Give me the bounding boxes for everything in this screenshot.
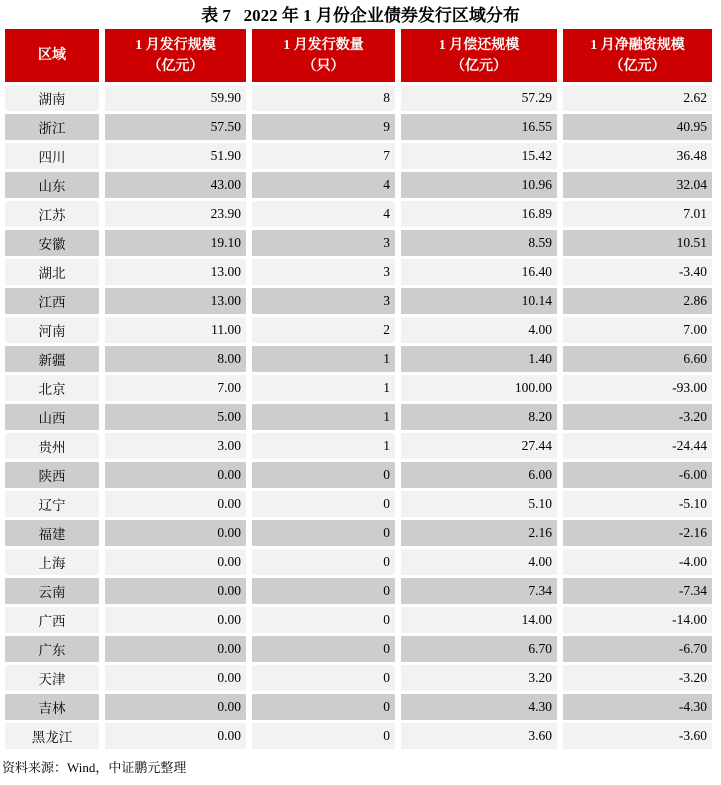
table-row xyxy=(5,404,712,430)
issue-scale-cell: 23.90 xyxy=(105,201,246,227)
table-row xyxy=(5,259,712,285)
regional-distribution-table xyxy=(5,29,712,749)
region-cell: 江西 xyxy=(5,288,99,314)
region-cell: 云南 xyxy=(5,578,99,604)
region-cell: 天津 xyxy=(5,665,99,691)
repay-scale-cell: 3.60 xyxy=(401,723,557,749)
repay-scale-cell: 16.40 xyxy=(401,259,557,285)
region-cell: 北京 xyxy=(5,375,99,401)
repay-scale-cell: 27.44 xyxy=(401,433,557,459)
issue-scale-cell: 0.00 xyxy=(105,520,246,546)
issue-count-cell: 0 xyxy=(252,520,395,546)
region-cell: 广西 xyxy=(5,607,99,633)
net-financing-cell: -4.00 xyxy=(563,549,712,575)
repay-scale-cell: 5.10 xyxy=(401,491,557,517)
net-financing-cell: 7.00 xyxy=(563,317,712,343)
net-financing-cell: -7.34 xyxy=(563,578,712,604)
net-financing-cell: -4.30 xyxy=(563,694,712,720)
net-financing-cell: -3.40 xyxy=(563,259,712,285)
repay-scale-cell: 2.16 xyxy=(401,520,557,546)
region-cell: 河南 xyxy=(5,317,99,343)
region-cell: 广东 xyxy=(5,636,99,662)
issue-count-cell: 0 xyxy=(252,578,395,604)
repay-scale-cell: 10.14 xyxy=(401,288,557,314)
region-cell: 吉林 xyxy=(5,694,99,720)
region-cell: 湖北 xyxy=(5,259,99,285)
repay-scale-cell: 16.55 xyxy=(401,114,557,140)
issue-scale-cell: 0.00 xyxy=(105,694,246,720)
column-header-line: 1 月净融资规模 xyxy=(590,37,685,53)
net-financing-cell: -6.70 xyxy=(563,636,712,662)
column-header-line: 1 月发行数量 xyxy=(283,37,364,53)
repay-scale-cell: 6.70 xyxy=(401,636,557,662)
issue-count-cell: 1 xyxy=(252,375,395,401)
table-title: 表 7 2022 年 1 月份企业债券发行区域分布 xyxy=(201,6,520,25)
table-row xyxy=(5,607,712,633)
net-financing-cell: -24.44 xyxy=(563,433,712,459)
region-cell: 陕西 xyxy=(5,462,99,488)
repay-scale-cell: 6.00 xyxy=(401,462,557,488)
issue-scale-cell: 57.50 xyxy=(105,114,246,140)
repay-scale-cell: 15.42 xyxy=(401,143,557,169)
issue-count-cell: 0 xyxy=(252,462,395,488)
table-row xyxy=(5,665,712,691)
issue-scale-cell: 0.00 xyxy=(105,665,246,691)
issue-count-cell: 0 xyxy=(252,694,395,720)
table-row xyxy=(5,201,712,227)
net-financing-cell: 32.04 xyxy=(563,172,712,198)
issue-count-cell: 3 xyxy=(252,288,395,314)
net-financing-cell: -5.10 xyxy=(563,491,712,517)
table-row xyxy=(5,433,712,459)
table-row xyxy=(5,491,712,517)
issue-scale-cell: 0.00 xyxy=(105,578,246,604)
table-row xyxy=(5,172,712,198)
table-row xyxy=(5,85,712,111)
region-cell: 浙江 xyxy=(5,114,99,140)
issue-count-cell: 4 xyxy=(252,172,395,198)
repay-scale-cell: 14.00 xyxy=(401,607,557,633)
issue-scale-cell: 59.90 xyxy=(105,85,246,111)
column-header-net-financing xyxy=(563,29,712,82)
table-row xyxy=(5,230,712,256)
table-row xyxy=(5,346,712,372)
issue-count-cell: 9 xyxy=(252,114,395,140)
net-financing-cell: -14.00 xyxy=(563,607,712,633)
region-cell: 上海 xyxy=(5,549,99,575)
net-financing-cell: -3.60 xyxy=(563,723,712,749)
table-row xyxy=(5,317,712,343)
issue-scale-cell: 13.00 xyxy=(105,288,246,314)
column-header-line: （只） xyxy=(302,58,345,74)
table-row xyxy=(5,114,712,140)
table-row xyxy=(5,578,712,604)
net-financing-cell: -3.20 xyxy=(563,665,712,691)
column-header-line: 区域 xyxy=(38,48,66,63)
issue-scale-cell: 3.00 xyxy=(105,433,246,459)
issue-scale-cell: 5.00 xyxy=(105,404,246,430)
column-header-line: （亿元） xyxy=(609,58,666,74)
table-header-row xyxy=(5,29,712,82)
table-row xyxy=(5,462,712,488)
issue-scale-cell: 13.00 xyxy=(105,259,246,285)
issue-count-cell: 1 xyxy=(252,346,395,372)
table-row xyxy=(5,549,712,575)
repay-scale-cell: 57.29 xyxy=(401,85,557,111)
region-cell: 湖南 xyxy=(5,85,99,111)
issue-scale-cell: 0.00 xyxy=(105,491,246,517)
issue-scale-cell: 8.00 xyxy=(105,346,246,372)
region-cell: 辽宁 xyxy=(5,491,99,517)
net-financing-cell: -3.20 xyxy=(563,404,712,430)
issue-count-cell: 8 xyxy=(252,85,395,111)
issue-scale-cell: 51.90 xyxy=(105,143,246,169)
region-cell: 黑龙江 xyxy=(5,723,99,749)
column-header-issue-scale xyxy=(105,29,246,82)
repay-scale-cell: 8.59 xyxy=(401,230,557,256)
issue-scale-cell: 0.00 xyxy=(105,636,246,662)
issue-scale-cell: 7.00 xyxy=(105,375,246,401)
net-financing-cell: -2.16 xyxy=(563,520,712,546)
issue-count-cell: 1 xyxy=(252,404,395,430)
region-cell: 福建 xyxy=(5,520,99,546)
issue-count-cell: 0 xyxy=(252,491,395,517)
net-financing-cell: -93.00 xyxy=(563,375,712,401)
issue-count-cell: 2 xyxy=(252,317,395,343)
issue-scale-cell: 0.00 xyxy=(105,607,246,633)
net-financing-cell: -6.00 xyxy=(563,462,712,488)
table-row xyxy=(5,694,712,720)
issue-scale-cell: 43.00 xyxy=(105,172,246,198)
issue-count-cell: 1 xyxy=(252,433,395,459)
issue-scale-cell: 11.00 xyxy=(105,317,246,343)
net-financing-cell: 6.60 xyxy=(563,346,712,372)
column-header-line: 1 月发行规模 xyxy=(135,37,216,53)
issue-count-cell: 3 xyxy=(252,230,395,256)
region-cell: 山东 xyxy=(5,172,99,198)
repay-scale-cell: 100.00 xyxy=(401,375,557,401)
column-header-line: 1 月偿还规模 xyxy=(438,37,520,53)
issue-count-cell: 0 xyxy=(252,607,395,633)
table-row xyxy=(5,375,712,401)
column-header-region xyxy=(5,29,99,82)
issue-count-cell: 4 xyxy=(252,201,395,227)
issue-count-cell: 7 xyxy=(252,143,395,169)
table-body xyxy=(5,85,712,749)
table-row xyxy=(5,288,712,314)
repay-scale-cell: 1.40 xyxy=(401,346,557,372)
repay-scale-cell: 7.34 xyxy=(401,578,557,604)
net-financing-cell: 40.95 xyxy=(563,114,712,140)
issue-scale-cell: 0.00 xyxy=(105,549,246,575)
net-financing-cell: 10.51 xyxy=(563,230,712,256)
repay-scale-cell: 4.00 xyxy=(401,317,557,343)
repay-scale-cell: 16.89 xyxy=(401,201,557,227)
column-header-line: （亿元） xyxy=(451,58,507,74)
net-financing-cell: 2.86 xyxy=(563,288,712,314)
table-row xyxy=(5,636,712,662)
repay-scale-cell: 3.20 xyxy=(401,665,557,691)
net-financing-cell: 7.01 xyxy=(563,201,712,227)
table-row xyxy=(5,143,712,169)
issue-count-cell: 0 xyxy=(252,549,395,575)
issue-scale-cell: 0.00 xyxy=(105,723,246,749)
column-header-repay-scale xyxy=(401,29,557,82)
column-header-line: （亿元） xyxy=(147,58,204,74)
table-row xyxy=(5,520,712,546)
repay-scale-cell: 10.96 xyxy=(401,172,557,198)
data-source-note: 资料来源：Wind，中证鹏元整理 xyxy=(2,760,187,775)
region-cell: 新疆 xyxy=(5,346,99,372)
repay-scale-cell: 8.20 xyxy=(401,404,557,430)
issue-scale-cell: 0.00 xyxy=(105,462,246,488)
repay-scale-cell: 4.30 xyxy=(401,694,557,720)
issue-count-cell: 3 xyxy=(252,259,395,285)
region-cell: 山西 xyxy=(5,404,99,430)
table-row xyxy=(5,723,712,749)
issue-scale-cell: 19.10 xyxy=(105,230,246,256)
issue-count-cell: 0 xyxy=(252,665,395,691)
issue-count-cell: 0 xyxy=(252,636,395,662)
issue-count-cell: 0 xyxy=(252,723,395,749)
region-cell: 贵州 xyxy=(5,433,99,459)
region-cell: 四川 xyxy=(5,143,99,169)
net-financing-cell: 2.62 xyxy=(563,85,712,111)
repay-scale-cell: 4.00 xyxy=(401,549,557,575)
column-header-issue-count xyxy=(252,29,395,82)
net-financing-cell: 36.48 xyxy=(563,143,712,169)
region-cell: 安徽 xyxy=(5,230,99,256)
region-cell: 江苏 xyxy=(5,201,99,227)
